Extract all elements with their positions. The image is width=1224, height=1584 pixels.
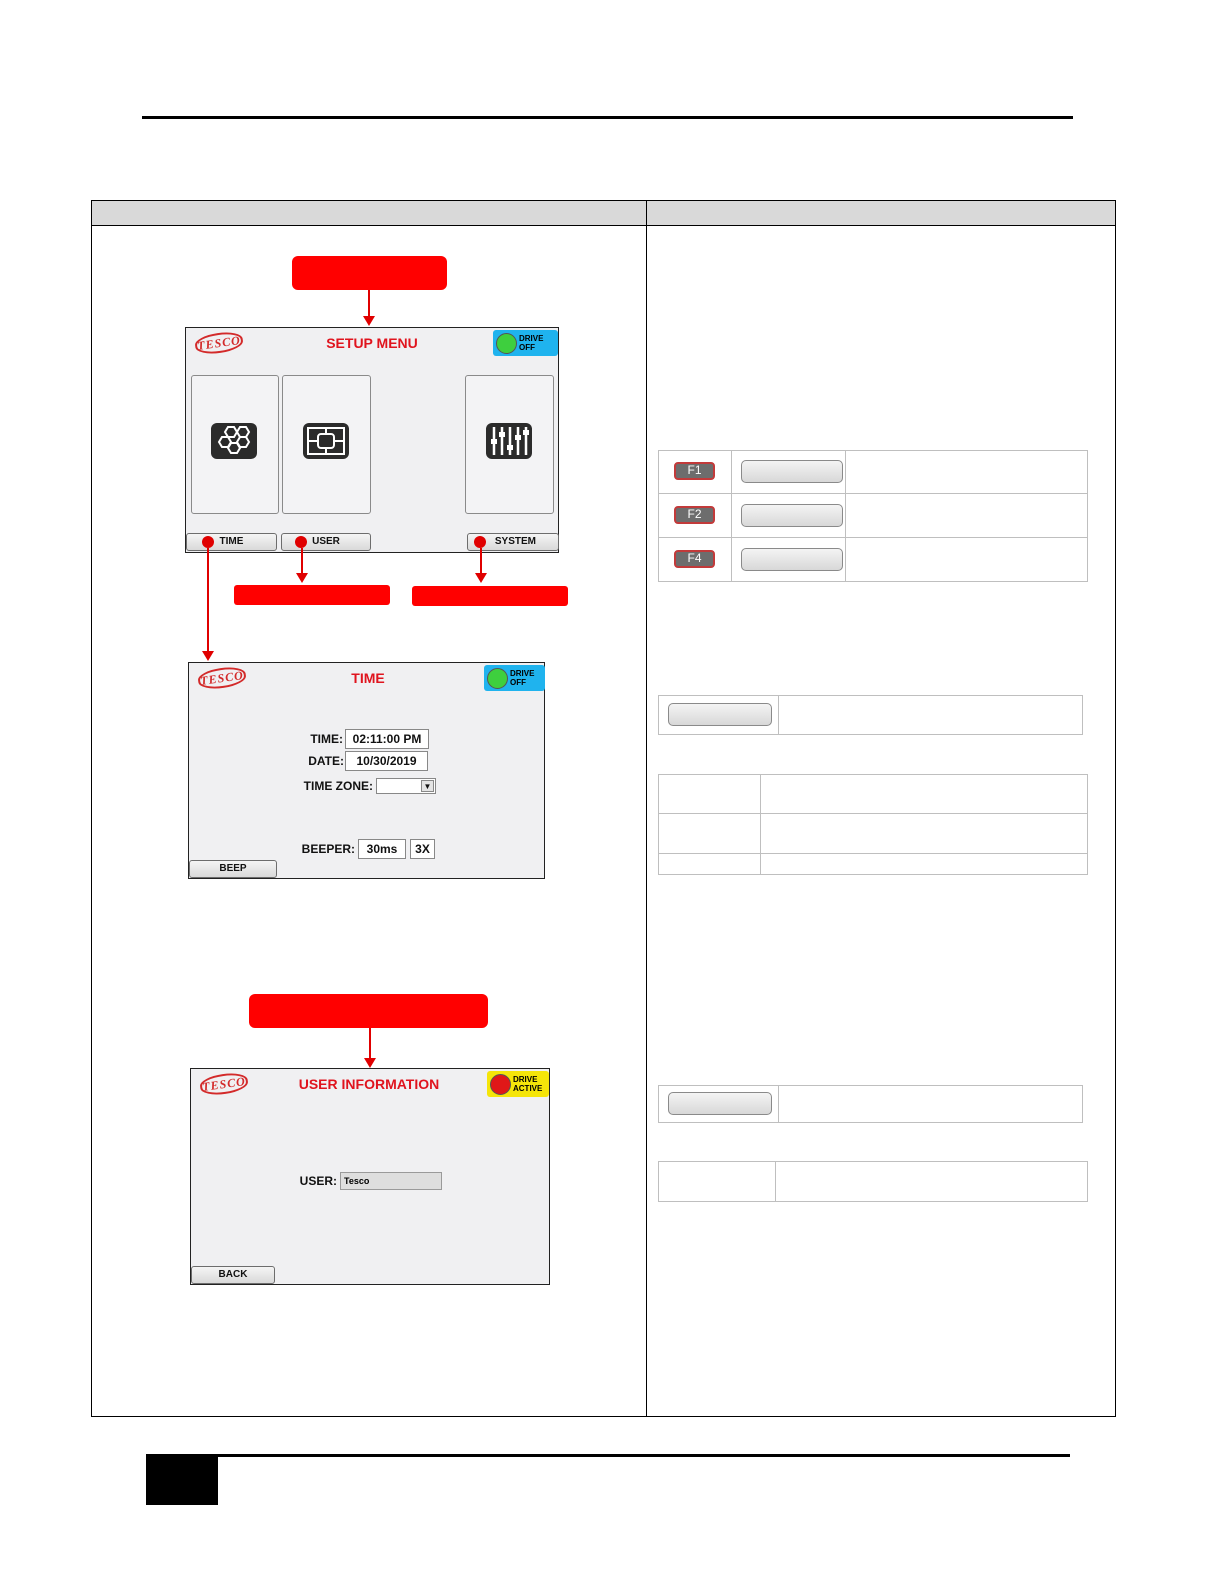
table-divider [760,774,761,875]
table-divider [658,813,1088,814]
arrow-line [207,548,209,652]
drive-status-line2: OFF [519,343,535,352]
f1-key: F1 [674,462,715,480]
date-label: DATE: [308,754,344,768]
arrow-line [301,548,303,574]
callout-setup-menu [292,256,447,290]
time-label: TIME: [310,732,343,746]
callout-system [412,586,568,606]
tile-system[interactable] [465,375,554,514]
drive-status-badge [487,1071,549,1097]
arrow-line [369,1028,371,1059]
drive-status-line2: OFF [510,678,526,687]
arrow-line [480,548,482,574]
drive-status-line1: DRIVE [513,1075,538,1084]
date-field[interactable]: 10/30/2019 [345,751,428,771]
callout-dot [295,536,307,548]
drive-status-line2: ACTIVE [513,1084,543,1093]
table-divider [658,853,1088,854]
f4-key: F4 [674,550,715,568]
table-header-left [92,201,647,226]
arrow-head [364,1058,376,1068]
beeper-label: BEEPER: [301,842,355,856]
time-button[interactable]: TIME [186,533,277,551]
beeper-count-field[interactable]: 3X [410,839,435,859]
beeper-duration-field[interactable]: 30ms [358,839,406,859]
callout-dot [474,536,486,548]
arrow-head [202,651,214,661]
table-divider [775,1161,776,1202]
status-led-icon [496,333,517,354]
drive-status-badge [493,330,558,356]
drive-status-badge [484,665,545,691]
hexagon-cluster-icon [211,423,257,459]
user-information-screen [190,1068,550,1285]
table-divider [845,450,846,582]
page-number-block [146,1457,218,1505]
timezone-select[interactable] [376,778,436,794]
soft-button-graphic [741,460,843,483]
setup-menu-screen [185,327,559,553]
drive-status-line1: DRIVE [519,334,544,343]
user-field-table [658,1161,1088,1202]
beep-button[interactable]: BEEP [189,860,277,878]
callout-user [234,585,390,605]
soft-button-graphic [741,548,843,571]
table-header-right [647,201,1115,226]
tesco-logo: TESCO [197,665,247,691]
footer-rule [146,1454,1070,1457]
callout-dot [202,536,214,548]
arrow-head [363,316,375,326]
user-field[interactable]: Tesco [340,1172,442,1190]
callout-user-information [249,994,488,1028]
status-led-icon [487,668,508,689]
user-button[interactable]: USER [281,533,371,551]
column-divider [646,226,647,1416]
user-chip-icon [303,423,349,459]
f2-key: F2 [674,506,715,524]
drive-status-line1: DRIVE [510,669,535,678]
timezone-label: TIME ZONE: [303,779,373,793]
system-button[interactable]: SYSTEM [467,533,559,551]
soft-button-graphic [741,504,843,527]
tesco-logo: TESCO [194,330,244,356]
user-label: USER: [299,1174,337,1188]
time-field[interactable]: 02:11:00 PM [345,729,429,749]
chevron-down-icon[interactable]: ▼ [421,780,434,792]
status-led-icon [490,1074,511,1095]
table-divider [731,450,732,582]
soft-button-graphic [668,703,772,726]
arrow-head [296,573,308,583]
table-divider [778,1085,779,1123]
table-divider [778,695,779,735]
field-description-table [658,774,1088,875]
back-button[interactable]: BACK [191,1266,275,1284]
time-screen [188,662,545,879]
arrow-line [368,290,370,317]
screen-title: USER INFORMATION [298,1076,440,1092]
screen-title: TIME [351,670,385,686]
tile-user[interactable] [282,375,371,514]
tile-time[interactable] [191,375,279,514]
tesco-logo: TESCO [199,1071,249,1097]
table-divider [658,493,1088,494]
header-rule [142,116,1073,119]
function-key-table [658,450,1088,582]
soft-button-graphic [668,1092,772,1115]
sliders-icon [486,423,532,459]
screen-title: SETUP MENU [326,335,418,351]
table-divider [658,537,1088,538]
arrow-head [475,573,487,583]
